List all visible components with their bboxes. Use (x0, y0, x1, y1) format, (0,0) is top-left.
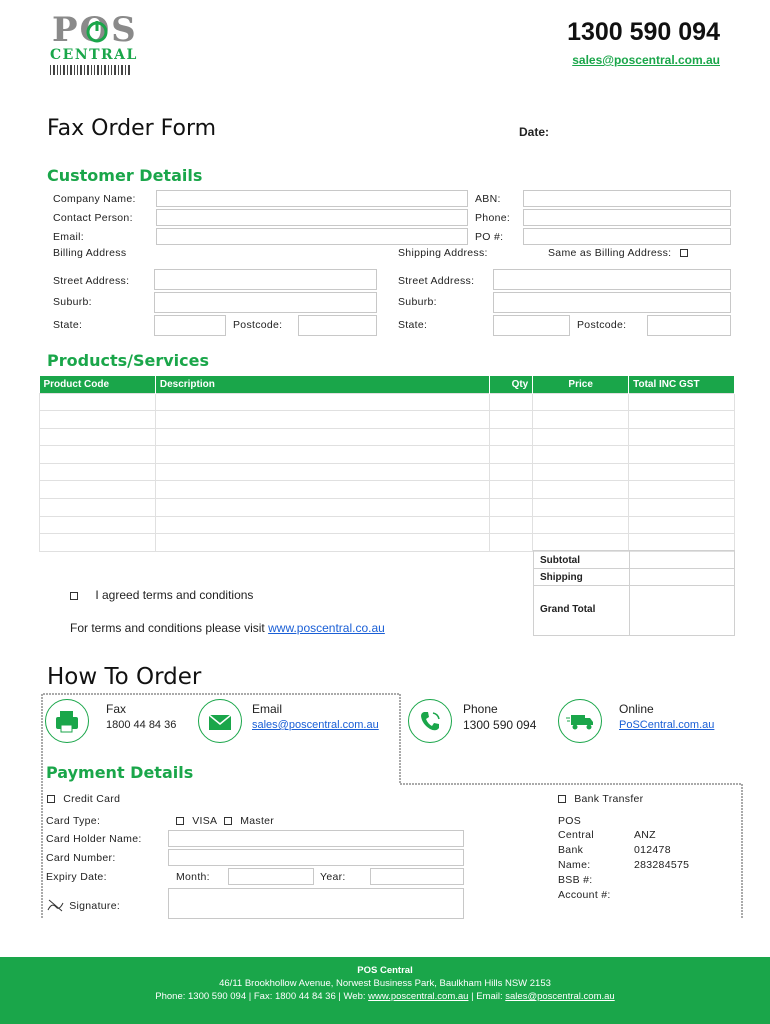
agree-terms[interactable] (70, 588, 253, 602)
visa-checkbox[interactable] (176, 817, 184, 825)
agree-terms-checkbox[interactable] (70, 592, 78, 600)
logo (48, 10, 138, 76)
abn-label: ABN: (475, 193, 501, 205)
month-field[interactable] (228, 868, 314, 885)
table-row (40, 446, 735, 464)
cell[interactable] (155, 499, 489, 517)
signature-label-wrap (46, 899, 120, 913)
email-field[interactable] (156, 228, 468, 245)
cell[interactable] (40, 411, 156, 429)
footer-address: 46/11 Brookhollow Avenue, Norwest Business Park, Baulkham Hills NSW 2153 (219, 978, 551, 989)
same-as-billing-text: Same as Billing Address: (548, 247, 672, 259)
cell[interactable] (533, 411, 629, 429)
terms-link[interactable]: www.poscentral.co.au (268, 621, 385, 635)
company-name-label: Company Name: (53, 193, 136, 205)
card-number-label: Card Number: (46, 852, 116, 864)
how-to-order-title: How To Order (47, 664, 202, 690)
fax-icon (53, 709, 81, 733)
col-price: Price (533, 376, 629, 393)
fax-value: 1800 44 84 36 (106, 719, 177, 731)
cell[interactable] (533, 393, 629, 411)
footer-company: POS Central (357, 965, 413, 976)
bank-bank: Bank (558, 844, 584, 856)
cell[interactable] (155, 428, 489, 446)
company-name-field[interactable] (156, 190, 468, 207)
phone-field[interactable] (523, 209, 731, 226)
billing-state-field[interactable] (154, 315, 226, 336)
power-icon (85, 19, 109, 43)
account-label: Account #: (558, 889, 611, 901)
signature-field[interactable] (168, 888, 464, 919)
cell[interactable] (629, 534, 735, 552)
customer-details-title: Customer Details (47, 166, 203, 185)
date-label: Date: (519, 125, 550, 139)
logo-bottom: CENTRAL (50, 47, 138, 63)
email-order-label: Email (252, 702, 283, 716)
col-description: Description (155, 376, 489, 393)
grand-total-label: Grand Total (540, 604, 596, 615)
payment-details-title: Payment Details (46, 763, 194, 782)
table-row (40, 428, 735, 446)
email-label: Email: (53, 231, 84, 243)
subtotal-value[interactable] (630, 551, 734, 568)
terms-note (70, 621, 385, 635)
cell[interactable] (629, 393, 735, 411)
master-checkbox[interactable] (224, 817, 232, 825)
master-label: Master (240, 815, 275, 827)
cell[interactable] (490, 446, 533, 464)
table-row (40, 534, 735, 552)
online-order-label: Online (619, 702, 654, 716)
cell[interactable] (629, 463, 735, 481)
subtotal-label: Subtotal (540, 555, 580, 566)
footer-web-link[interactable]: www.poscentral.com.au (368, 991, 469, 1002)
col-qty: Qty (490, 376, 533, 393)
visa-option[interactable] (176, 815, 217, 827)
shipping-street-label: Street Address: (398, 275, 475, 287)
col-product-code: Product Code (40, 376, 156, 393)
signature-label: Signature: (69, 899, 121, 912)
cell[interactable] (629, 516, 735, 534)
email-order-link[interactable]: sales@poscentral.com.au (252, 719, 379, 731)
grand-total-value[interactable] (630, 586, 734, 635)
online-order-link[interactable]: PoSCentral.com.au (619, 719, 715, 731)
email-icon-circle (198, 699, 242, 743)
same-as-billing-checkbox[interactable] (680, 249, 688, 257)
footer-email-prefix: | Email: (471, 991, 503, 1002)
table-row (40, 463, 735, 481)
billing-suburb-field[interactable] (154, 292, 377, 313)
cell[interactable] (629, 499, 735, 517)
shipping-suburb-label: Suburb: (398, 296, 437, 308)
page-title: Fax Order Form (47, 116, 217, 141)
cell[interactable] (490, 463, 533, 481)
billing-state-label: State: (53, 319, 83, 331)
table-row (40, 393, 735, 411)
barcode-icon (50, 65, 132, 75)
same-as-billing-label[interactable] (548, 247, 693, 259)
card-type-label: Card Type: (46, 815, 101, 827)
cell[interactable] (629, 428, 735, 446)
delivery-truck-icon (565, 710, 595, 732)
cell[interactable] (490, 534, 533, 552)
footer-contact (0, 990, 770, 1003)
bank-central: Central (558, 829, 594, 841)
year-field[interactable] (370, 868, 464, 885)
table-row (40, 411, 735, 429)
month-label: Month: (176, 871, 210, 883)
cell[interactable] (155, 516, 489, 534)
table-row (40, 481, 735, 499)
cell[interactable] (155, 481, 489, 499)
shipping-state-field[interactable] (493, 315, 570, 336)
shipping-state-label: State: (398, 319, 428, 331)
shipping-label: Shipping (540, 572, 583, 583)
shipping-street-field[interactable] (493, 269, 731, 290)
card-number-field[interactable] (168, 849, 464, 866)
col-total: Total INC GST (629, 376, 735, 393)
cell[interactable] (40, 463, 156, 481)
billing-street-field[interactable] (154, 269, 377, 290)
shipping-suburb-field[interactable] (493, 292, 731, 313)
logo-top: POS (52, 10, 138, 50)
phone-icon (416, 707, 444, 735)
cell[interactable] (490, 411, 533, 429)
credit-card-checkbox[interactable] (47, 795, 55, 803)
bank-transfer-label: Bank Transfer (574, 793, 644, 805)
phone-order-label: Phone (463, 702, 498, 716)
footer-phone-fax: Phone: 1300 590 094 | Fax: 1800 44 84 36 | Web: (155, 991, 366, 1002)
fax-label: Fax (106, 702, 127, 716)
footer-email-link[interactable]: sales@poscentral.com.au (505, 991, 615, 1002)
shipping-address-label: Shipping Address: (398, 247, 488, 259)
billing-address-label: Billing Address (53, 247, 127, 259)
totals-box (533, 550, 735, 636)
bank-transfer-checkbox[interactable] (558, 795, 566, 803)
cell[interactable] (533, 534, 629, 552)
contact-person-label: Contact Person: (53, 212, 133, 224)
bank-transfer-option[interactable] (558, 793, 643, 805)
cell[interactable] (155, 534, 489, 552)
cell[interactable] (629, 446, 735, 464)
bank-pos: POS (558, 815, 582, 827)
cell[interactable] (40, 481, 156, 499)
cell[interactable] (533, 463, 629, 481)
card-holder-label: Card Holder Name: (46, 833, 142, 845)
delivery-icon-circle (558, 699, 602, 743)
contact-person-field[interactable] (156, 209, 468, 226)
cell[interactable] (40, 428, 156, 446)
cell[interactable] (490, 428, 533, 446)
bsb-value: 012478 (634, 844, 671, 856)
header-email-link[interactable]: sales@poscentral.com.au (572, 53, 720, 67)
credit-card-label: Credit Card (63, 793, 121, 805)
cell[interactable] (40, 499, 156, 517)
cell[interactable] (533, 428, 629, 446)
cell[interactable] (155, 463, 489, 481)
cell[interactable] (40, 534, 156, 552)
cell[interactable] (533, 499, 629, 517)
visa-label: VISA (192, 815, 218, 827)
bank-name-label: Name: (558, 859, 591, 871)
cell[interactable] (629, 481, 735, 499)
header-phone: 1300 590 094 (567, 18, 720, 46)
cell[interactable] (533, 446, 629, 464)
expiry-label: Expiry Date: (46, 871, 107, 883)
cell[interactable] (490, 481, 533, 499)
card-holder-field[interactable] (168, 830, 464, 847)
master-option[interactable] (224, 815, 274, 827)
cell[interactable] (155, 446, 489, 464)
phone-label: Phone: (475, 212, 511, 224)
bank-name-value: ANZ (634, 829, 656, 841)
email-icon (206, 709, 234, 733)
cell[interactable] (155, 411, 489, 429)
pen-icon (46, 899, 66, 913)
shipping-value[interactable] (630, 569, 734, 585)
billing-street-label: Street Address: (53, 275, 130, 287)
bsb-label: BSB #: (558, 874, 593, 886)
products-title: Products/Services (47, 351, 209, 370)
cell[interactable] (490, 516, 533, 534)
cell[interactable] (533, 481, 629, 499)
abn-field[interactable] (523, 190, 731, 207)
cell[interactable] (490, 499, 533, 517)
billing-postcode-label: Postcode: (233, 319, 283, 331)
cell[interactable] (629, 411, 735, 429)
terms-text: For terms and conditions please visit (70, 621, 265, 635)
phone-order-value: 1300 590 094 (463, 718, 537, 732)
cell[interactable] (533, 516, 629, 534)
year-label: Year: (320, 871, 346, 883)
credit-card-option[interactable] (47, 793, 120, 805)
products-table (39, 376, 735, 552)
table-row (40, 516, 735, 534)
cell[interactable] (40, 393, 156, 411)
billing-postcode-field[interactable] (298, 315, 377, 336)
cell[interactable] (40, 516, 156, 534)
po-label: PO #: (475, 231, 504, 243)
cell[interactable] (40, 446, 156, 464)
cell[interactable] (155, 393, 489, 411)
account-value: 283284575 (634, 859, 690, 871)
shipping-postcode-field[interactable] (647, 315, 731, 336)
shipping-postcode-label: Postcode: (577, 319, 627, 331)
billing-suburb-label: Suburb: (53, 296, 92, 308)
po-field[interactable] (523, 228, 731, 245)
fax-icon-circle (45, 699, 89, 743)
footer (0, 957, 770, 1024)
agree-terms-text: I agreed terms and conditions (95, 588, 254, 602)
cell[interactable] (490, 393, 533, 411)
table-row (40, 499, 735, 517)
phone-icon-circle (408, 699, 452, 743)
